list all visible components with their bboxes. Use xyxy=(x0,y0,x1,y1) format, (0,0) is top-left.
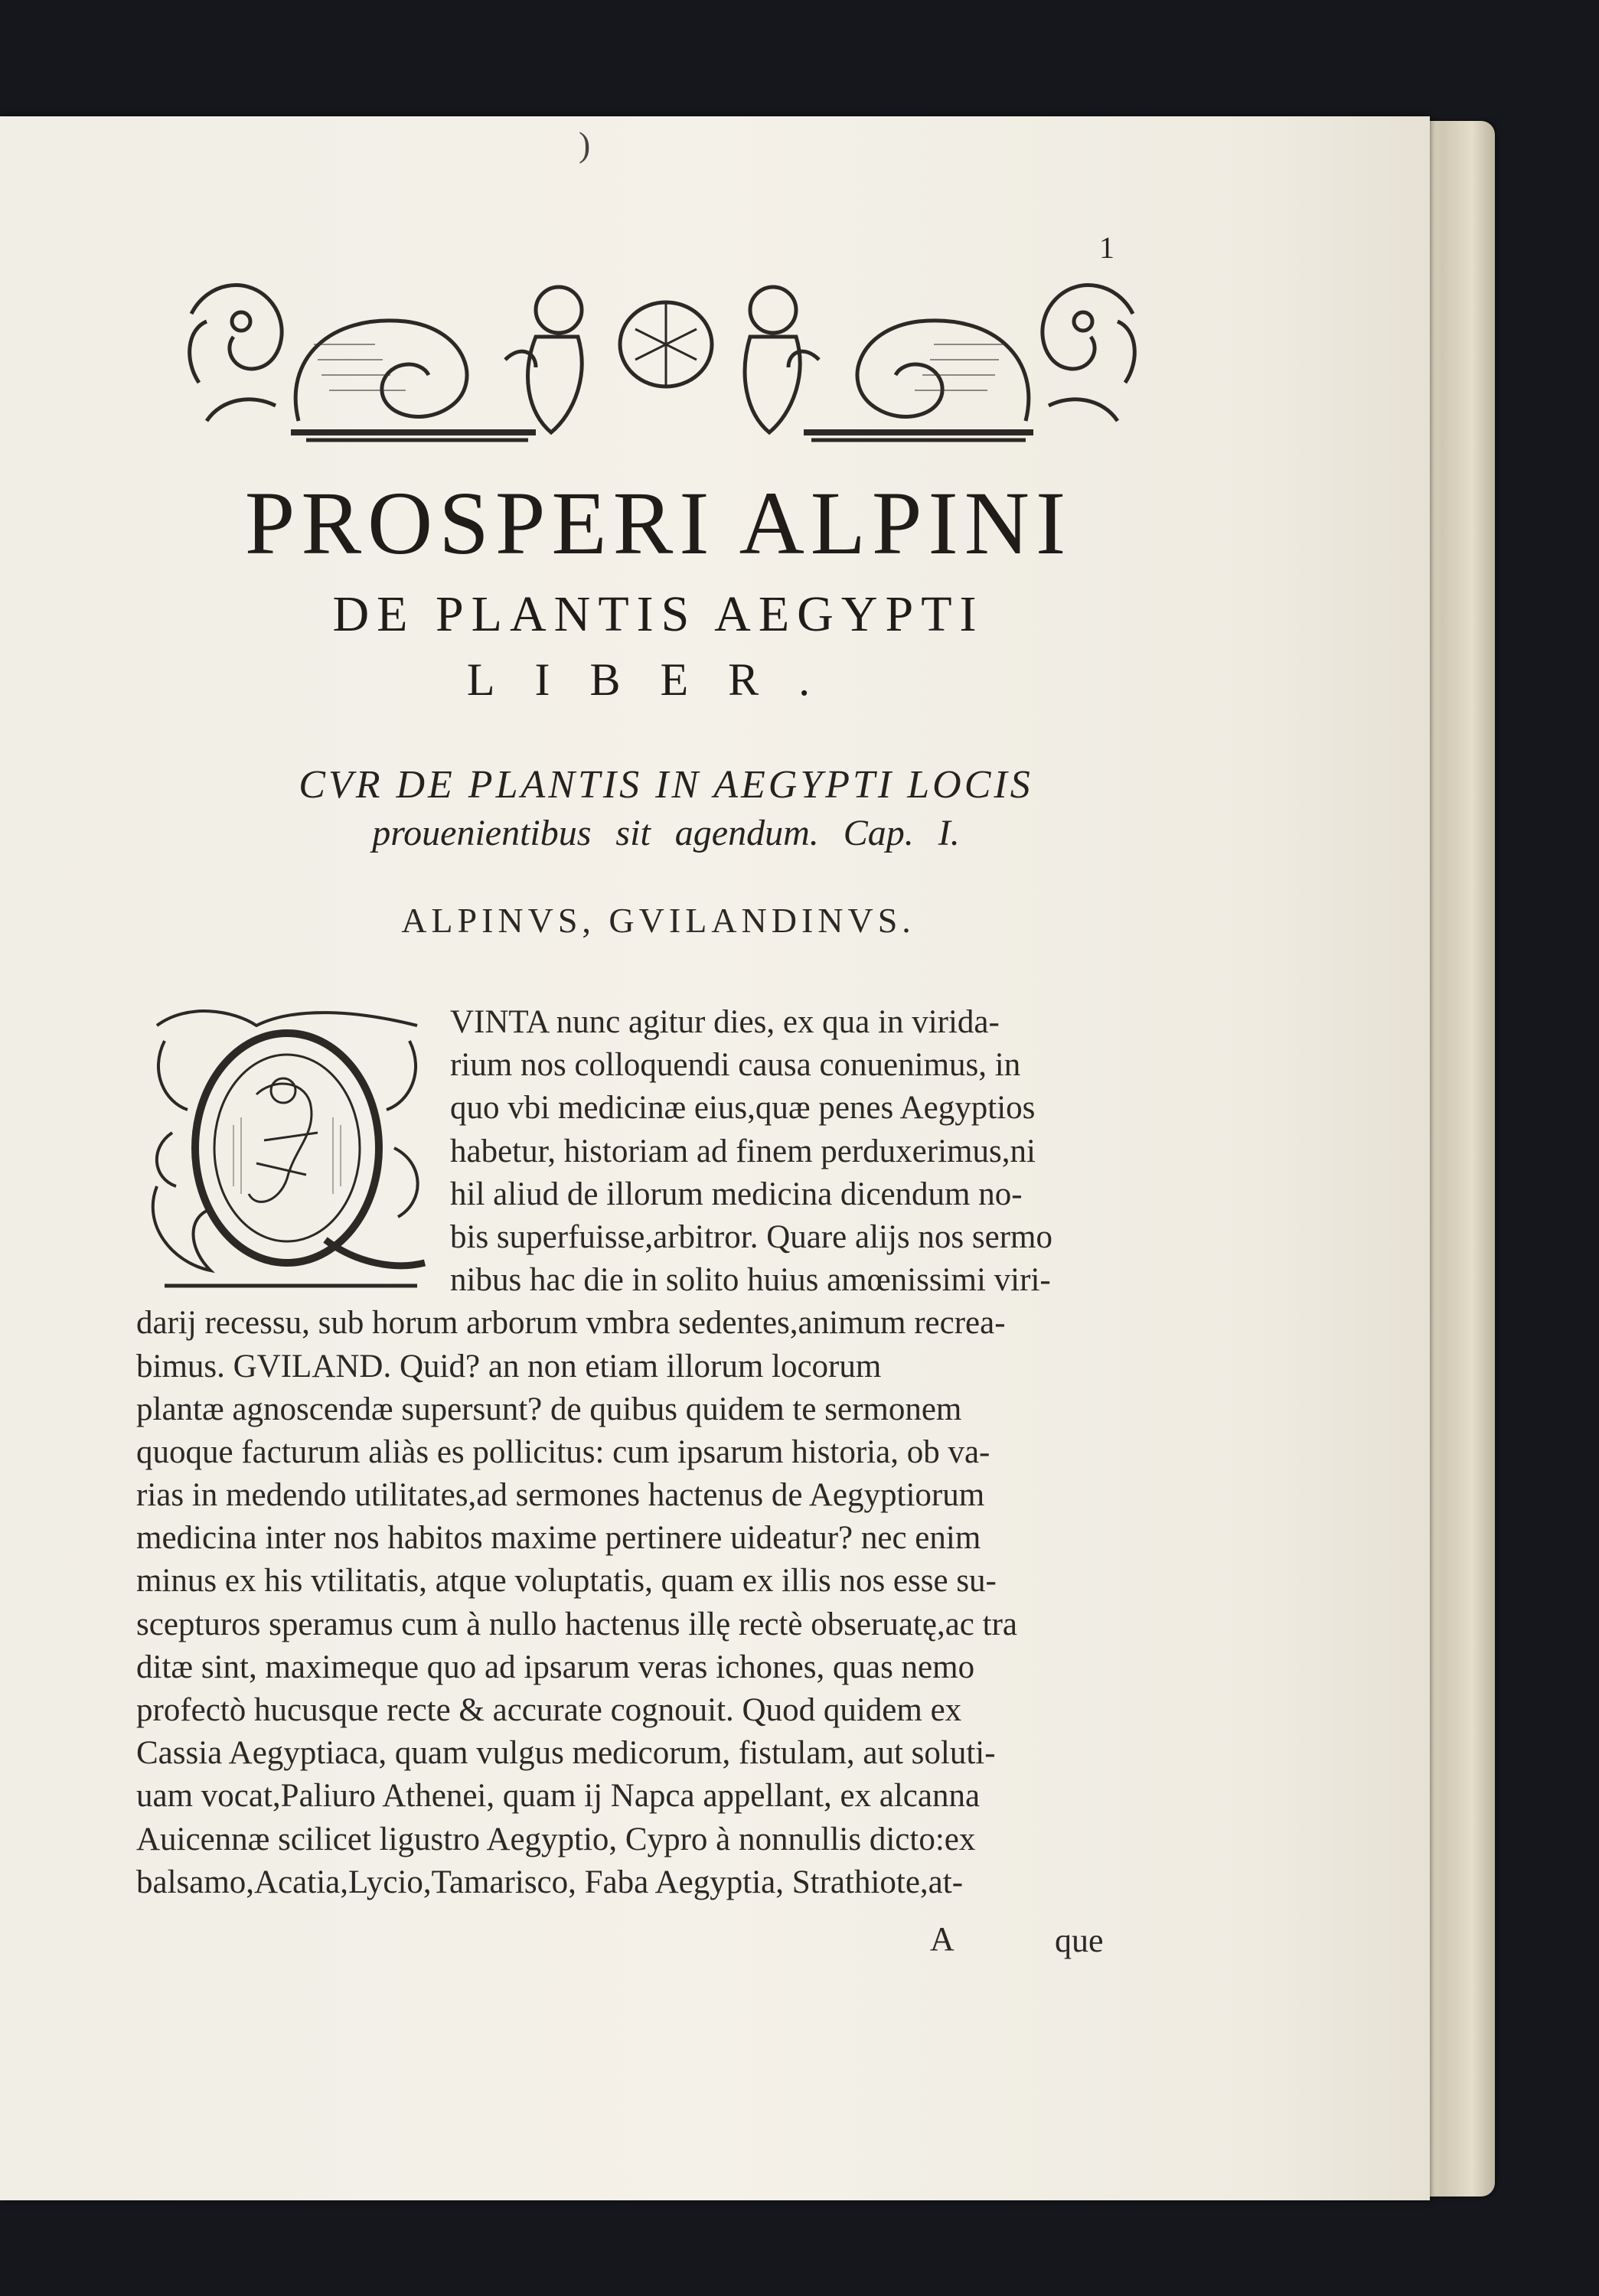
stray-ink-mark: ) xyxy=(579,125,591,164)
text-line: profectò hucusque recte & accurate cognouit. Quod quidem ex xyxy=(136,1692,962,1728)
text-line: VINTA nunc agitur dies, ex qua in virida- xyxy=(450,1004,1000,1040)
text-line: minus ex his vtilitatis, atque voluptatis, quam ex illis nos esse su- xyxy=(136,1563,997,1600)
text-line: plantæ agnoscendæ supersunt? de quibus quidem te sermonem xyxy=(136,1391,962,1427)
body-text xyxy=(136,1001,1193,1904)
woodcut-headpiece-ornament xyxy=(176,268,1148,448)
text-line: balsamo,Acatia,Lycio,Tamarisco, Faba Aegyptia, Strathiote,at- xyxy=(136,1864,964,1900)
text-line: darij recessu, sub horum arborum vmbra sedentes,animum recrea- xyxy=(136,1305,1006,1342)
text-line: habetur, historiam ad finem perduxerimus,ni xyxy=(450,1133,1036,1169)
page-number: 1 xyxy=(1099,230,1114,265)
text-line: Cassia Aegyptiaca, quam vulgus medicorum, fistulam, aut soluti- xyxy=(136,1735,996,1772)
text-line: nibus hac die in solito huius amœnissimi viri- xyxy=(450,1262,1051,1299)
catchword: que xyxy=(1055,1922,1104,1959)
text-line: ditæ sint, maximeque quo ad ipsarum veras ichones, quas nemo xyxy=(136,1649,975,1685)
main-title: PROSPERI ALPINI xyxy=(244,473,1072,573)
text-line: bimus. GVILAND. Quid? an non etiam illorum locorum xyxy=(136,1348,882,1384)
text-line: Auicennæ scilicet ligustro Aegyptio, Cypro à nonnullis dicto:ex xyxy=(136,1821,976,1857)
chapter-heading: CVR DE PLANTIS IN AEGYPTI LOCIS xyxy=(299,763,1033,807)
text-line: quo vbi medicinæ eius,quæ penes Aegyptios xyxy=(450,1090,1036,1127)
text-line: bis superfuisse,arbitror. Quare alijs nos sermo xyxy=(450,1218,1052,1255)
text-line: quoque facturum aliàs es pollicitus: cum ipsarum historia, ob va- xyxy=(136,1433,990,1470)
text-line: uam vocat,Paliuro Athenei, quam ij Napca appellant, ex alcanna xyxy=(136,1778,981,1815)
text-line: rium nos colloquendi causa conuenimus, in xyxy=(450,1047,1021,1084)
dialogue-speakers: ALPINVS, GVILANDINVS. xyxy=(401,901,915,940)
text-line: hil aliud de illorum medicina dicendum no- xyxy=(450,1176,1023,1212)
text-line: medicina inter nos habitos maxime pertinere uideatur? nec enim xyxy=(136,1520,981,1557)
sub-title: DE PLANTIS AEGYPTI xyxy=(332,586,984,642)
text-line: rias in medendo utilitates,ad sermones hactenus de Aegyptiorum xyxy=(136,1477,985,1514)
text-line: scepturos speramus cum à nullo hactenus illę rectè obseruatę,ac tra xyxy=(136,1606,1017,1642)
signature-mark: A xyxy=(930,1920,955,1958)
chapter-subheading: prouenientibus sit agendum. Cap. I. xyxy=(372,813,960,853)
liber-title: LIBER. xyxy=(466,654,850,705)
